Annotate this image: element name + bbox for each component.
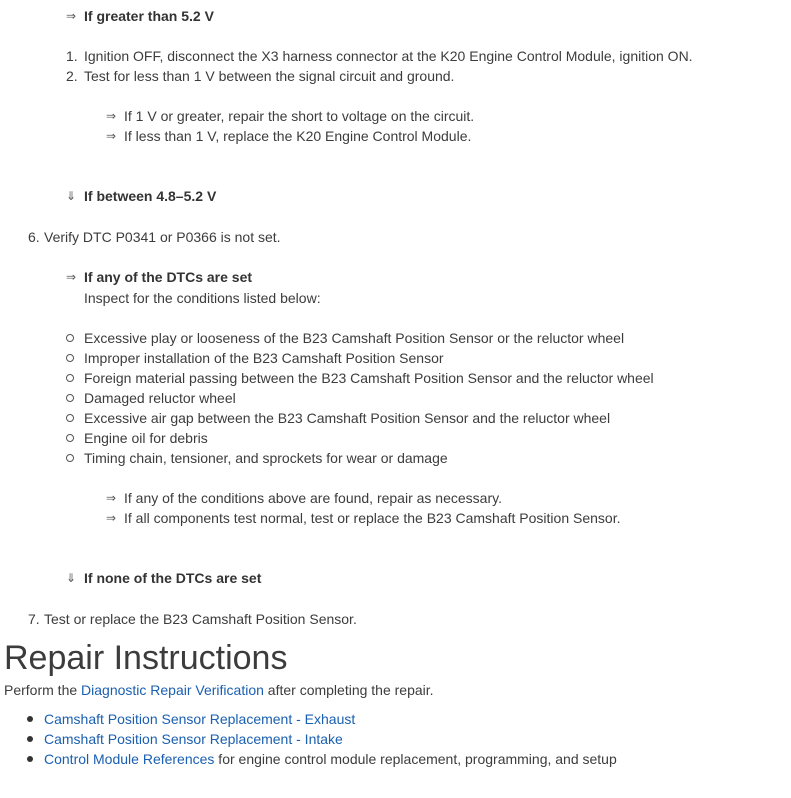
condition-heading: If greater than 5.2 V <box>84 8 214 24</box>
step-number: 1. <box>66 48 78 64</box>
intro-text: Inspect for the conditions listed below: <box>84 290 321 306</box>
result-text: If all components test normal, test or replace the B23 Camshaft Position Sensor. <box>124 510 621 526</box>
repair-paragraph <box>4 680 434 700</box>
bullet-icon <box>27 716 33 722</box>
arrow-right-icon: ⇒ <box>65 270 76 284</box>
arrow-right-icon: ⇒ <box>105 491 116 505</box>
text: after completing the repair. <box>263 682 434 698</box>
text: Perform the <box>4 682 82 698</box>
condition-item: Excessive play or looseness of the B23 Camshaft Position Sensor or the reluctor wheel <box>84 330 625 346</box>
condition-heading: If none of the DTCs are set <box>84 570 262 586</box>
section-title: Repair Instructions <box>4 639 288 677</box>
text: for engine control module replacement, programming, and setup <box>214 751 617 767</box>
arrow-right-icon: ⇒ <box>105 109 116 123</box>
result-text: If less than 1 V, replace the K20 Engine Control Module. <box>124 128 472 144</box>
circle-bullet-icon <box>66 374 74 382</box>
condition-item: Excessive air gap between the B23 Camshaft Position Sensor and the reluctor wheel <box>84 410 611 426</box>
circle-bullet-icon <box>66 434 74 442</box>
control-module-references-link[interactable]: Control Module References <box>44 751 215 767</box>
condition-item: Timing chain, tensioner, and sprockets for wear or damage <box>84 450 448 466</box>
arrow-right-icon: ⇒ <box>105 129 116 143</box>
result-text: If 1 V or greater, repair the short to voltage on the circuit. <box>124 108 475 124</box>
step-text: Verify DTC P0341 or P0366 is not set. <box>44 229 281 245</box>
bullet-icon <box>27 756 33 762</box>
arrow-down-icon: ⇓ <box>65 571 76 585</box>
list-item <box>44 709 355 729</box>
intake-replacement-link[interactable]: Camshaft Position Sensor Replacement - Intake <box>44 731 343 747</box>
arrow-down-icon: ⇓ <box>65 189 76 203</box>
diagnostic-repair-verification-link[interactable]: Diagnostic Repair Verification <box>81 682 264 698</box>
step-number: 7. <box>28 611 40 627</box>
arrow-right-icon: ⇒ <box>105 511 116 525</box>
result-text: If any of the conditions above are found, repair as necessary. <box>124 490 502 506</box>
circle-bullet-icon <box>66 334 74 342</box>
condition-heading: If between 4.8–5.2 V <box>84 188 217 204</box>
circle-bullet-icon <box>66 354 74 362</box>
step-text: Test for less than 1 V between the signal circuit and ground. <box>84 68 455 84</box>
arrow-right-icon: ⇒ <box>65 9 76 23</box>
condition-item: Improper installation of the B23 Camshaft Position Sensor <box>84 350 444 366</box>
condition-item: Damaged reluctor wheel <box>84 390 236 406</box>
circle-bullet-icon <box>66 454 74 462</box>
step-number: 2. <box>66 68 78 84</box>
circle-bullet-icon <box>66 394 74 402</box>
bullet-icon <box>27 736 33 742</box>
condition-heading: If any of the DTCs are set <box>84 269 253 285</box>
condition-item: Foreign material passing between the B23 Camshaft Position Sensor and the reluctor wheel <box>84 370 654 386</box>
step-text: Test or replace the B23 Camshaft Position Sensor. <box>44 611 357 627</box>
list-item <box>44 749 617 769</box>
step-number: 6. <box>28 229 40 245</box>
list-item <box>44 729 343 749</box>
circle-bullet-icon <box>66 414 74 422</box>
step-text: Ignition OFF, disconnect the X3 harness connector at the K20 Engine Control Module, ignition ON. <box>84 48 693 64</box>
condition-item: Engine oil for debris <box>84 430 208 446</box>
exhaust-replacement-link[interactable]: Camshaft Position Sensor Replacement - Exhaust <box>44 711 356 727</box>
